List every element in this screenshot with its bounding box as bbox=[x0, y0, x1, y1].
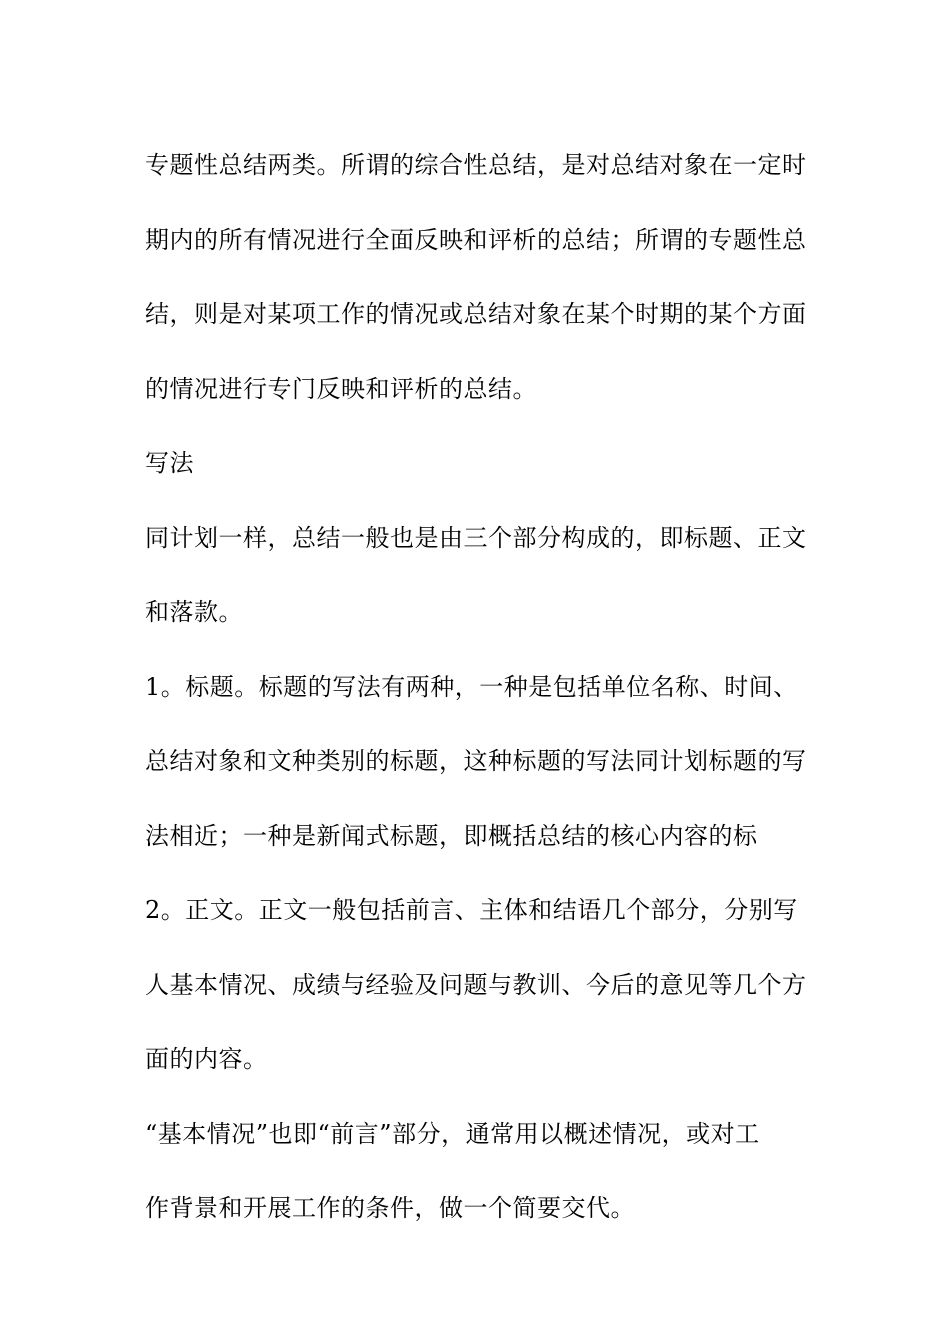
text-line-1: 专题性总结两类。所谓的综合性总结，是对总结对象在一定时 bbox=[145, 151, 807, 179]
text-line-9: 总结对象和文种类别的标题，这种标题的写法同计划标题的写 bbox=[145, 747, 807, 775]
text-line-14: “基本情况”也即“前言”部分，通常用以概述情况，或对工 bbox=[145, 1119, 760, 1148]
text-line-7: 和落款。 bbox=[145, 598, 243, 626]
body-text bbox=[145, 128, 810, 1246]
text-line-2: 期内的所有情况进行全面反映和评析的总结；所谓的专题性总 bbox=[145, 225, 807, 254]
text-line-4: 的情况进行专门反映和评析的总结。 bbox=[145, 374, 537, 403]
text-line-3: 结，则是对某项工作的情况或总结对象在某个时期的某个方面 bbox=[145, 300, 807, 328]
text-line-13: 面的内容。 bbox=[145, 1045, 268, 1073]
text-line-12: 人基本情况、成绩与经验及问题与教训、今后的意见等几个方 bbox=[145, 970, 807, 999]
text-line-10: 法相近；一种是新闻式标题，即概括总结的核心内容的标 bbox=[145, 821, 758, 850]
text-line-6: 同计划一样，总结一般也是由三个部分构成的，即标题、正文 bbox=[145, 523, 807, 552]
text-line-8: 1。标题。标题的写法有两种，一种是包括单位名称、时间、 bbox=[145, 672, 798, 701]
text-line-15: 作背景和开展工作的条件，做一个简要交代。 bbox=[145, 1194, 635, 1222]
section-heading-writing-method: 写法 bbox=[145, 449, 194, 477]
text-line-11: 2。正文。正文一般包括前言、主体和结语几个部分，分别写 bbox=[145, 896, 798, 924]
